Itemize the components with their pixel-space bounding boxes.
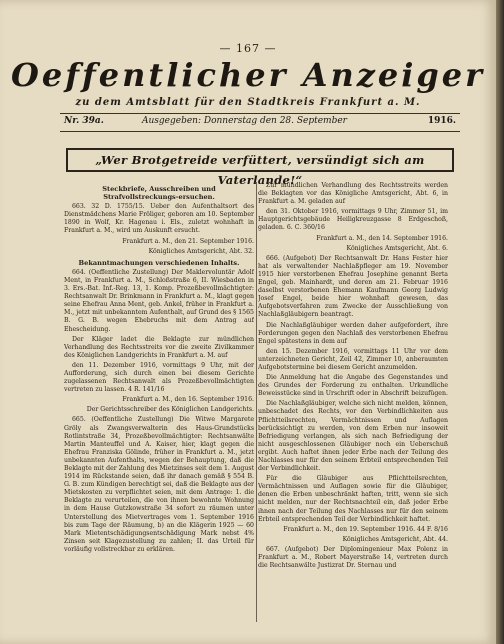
- issue-date: Ausgegeben: Donnerstag den 28. September: [142, 116, 347, 126]
- notice-paragraph: 665. (Oeffentliche Zustellung) Die Witwe Margarete Gröly als Zwangsverwalterin des Haus-Grundstücks Rotlintstraße 34, Prozeßbevollmächtigter: Rechtsanwälte Martin Manteuffel und A. Kaiser, hier, klagt gegen die Ehefrau Franziska Gölinde, früher in Frankfurt a. M., jetzt unbekannten Aufenthalts, wegen der Behauptung, daß die Beklagte mit der Zahlung des Mietzinses seit dem 1. August 1914 im Rückstande seien, daß ihr danach gemäß § 554 B. G. B. zum Kündigen berechtigt sei, daß die Beklagte aus der Mietskosten zu verpflichtet seien, mit dem Antrage: 1. die Beklagte zu verurteilen, die von ihnen bewohnte Wohnung in dem Hause Gutzkowstraße 34 sofort zu räumen unter Unterstellung des Mietvertrages vom 1. September 1916 bis zum Tage der Räumung, b) an die Klägerin 1925 — 60 Mark Mietentschädigungsentschädigung Mark nebst 4% Zinsen seit Klagezustellung zu zahlen; II. das Urteil für vorläufig vollstreckbar zu erklären.: [64, 416, 254, 553]
- notice-paragraph: Der Kläger ladet die Beklagte zur mündlichen Verhandlung des Rechtsstreits vor die zweite Zivilkammer des Königlichen Landgerichts in Frankfurt a. M. auf: [64, 335, 254, 359]
- slogan-banner: „Wer Brotgetreide verfüttert, versündigt sich am Vaterlande!“: [66, 148, 454, 172]
- issue-year: 1916.: [427, 116, 456, 126]
- top-rule: [60, 113, 460, 114]
- notice-paragraph: 666. (Aufgebot) Der Rechtsanwalt Dr. Hans Fester hier hat als verwaltender Nachlaßpfleger am 19. November 1915 hier verstorbenen Ehefrau Josephine genannt Berta Engel, geb. Mainhardt, und deren am 21. Februar 1916 daselbst verstorbenen Ehemann Kaufmann Georg Ludwig Josef Engel, beide hier wohnhaft gewesen, das Aufgebotsverfahren zum Zwecke der Ausschließung von Nachlaßgläubigern beantragt.: [258, 254, 448, 319]
- notice-paragraph: 664. (Oeffentliche Zustellung) Der Maklervoluntär Adolf Ment, in Frankfurt a. M., Schloßstraße 6, II. Wiesbaden in 3. Ers.-Bat. Inf.-Reg. 13, 1. Komp. Prozeßbevollmächtigter: Rechtsanwalt Dr. Brinkmann in Frankfurt a. M., klagt gegen seine Ehefrau Anna Ment, geb. Ankel, früher in Frankfurt a. M., jetzt mit unbekanntem Aufenthalt, auf Grund des § 1565 B. G. B. wegen Ehebruchs mit dem Antrag auf Ehescheidung.: [64, 268, 254, 333]
- notice-paragraph: Die Nachlaßgläubiger werden daher aufgefordert, ihre Forderungen gegen den Nachlaß des verstorbenen Ehefrau Engel spätestens in dem auf: [258, 321, 448, 345]
- signature-line: Königliches Amtsgericht, Abt. 32.: [148, 247, 254, 255]
- signature-line: Frankfurt a. M., den 21. September 1916.: [122, 237, 254, 245]
- right-column: [258, 182, 448, 632]
- notice-paragraph: den 15. Dezember 1916, vormittags 11 Uhr vor dem unterzeichneten Gericht, Zeil 42, Zimmer 10, anberaumten Aufgebotstermine bei diesem Gericht anzumelden.: [258, 347, 448, 371]
- masthead-subtitle: zu dem Amtsblatt für den Stadtkreis Frankfurt a. M.: [75, 97, 421, 108]
- page-number: — 167 —: [219, 42, 277, 55]
- section-heading: Bekanntmachungen verschiedenen Inhalts.: [78, 258, 240, 267]
- column-divider: [256, 182, 257, 622]
- issue-number: Nr. 39a.: [64, 116, 104, 126]
- notice-paragraph: den 31. Oktober 1916, vormittags 9 Uhr, Zimmer 51, im Hauptgerichtsgebäude Heiligkreuzgasse 8 Erdgeschoß, geladen. 6. C. 360/16: [258, 208, 448, 232]
- section-heading: Steckbriefe, Ausschreiben und Strafvollstreckungs-ersuchen.: [102, 185, 216, 202]
- signature-line: Königliches Amtsgericht, Abt. 6.: [346, 244, 448, 252]
- masthead-title: Oeffentlicher Anzeiger: [11, 56, 485, 94]
- signature-line: Frankfurt a. M., den 14. September 1916.: [316, 234, 448, 242]
- issue-row: [64, 116, 456, 130]
- signature-line: Frankfurt a. M., den 16. September 1916.: [122, 396, 254, 404]
- notice-paragraph: den 11. Dezember 1916, vormittags 9 Uhr, mit der Aufforderung, sich durch einen bei diesem Gerichte zugelassenen Rechtsanwalt als Prozeßbevollmächtigten vertreten zu lassen. 4 R. 141/16: [64, 361, 254, 394]
- signature-line: Frankfurt a. M., den 19. September 1916. 44 F. 8/16: [283, 525, 448, 533]
- signature-line: Königliches Amtsgericht, Abt. 44.: [342, 535, 448, 543]
- notice-paragraph: 667. (Aufgebot) Der Diplomingenieur Max Polenz in Frankfurt a. M., Robert Mayerstraße 14, vertreten durch die Rechtsanwälte Justizrat Dr. Sternau und: [258, 545, 448, 570]
- left-column: [64, 182, 254, 632]
- notice-paragraph: Für die Gläubiger aus Pflichtteilsrechten, Vermächtnissen und Auflagen sowie für die Gläubiger, denen die Erben unbeschränkt haften, tritt, wenn sie sich nicht melden, nur der Rechtsnachteil ein, daß jeder Erbe ihnen nach der Teilung des Nachlasses nur für den seinem Erbteil entsprechenden Teil der Verbindlichkeit haftet.: [258, 475, 448, 523]
- bottom-rule: [60, 131, 460, 132]
- notice-paragraph: Die Nachlaßgläubiger, welche sich nicht melden, können, unbeschadet des Rechts, vor den Verbindlichkeiten aus Pflichtteilsrechten, Vermächtnissen und Auflagen berücksichtigt zu werden, von dem Erben nur insoweit Befriedigung verlangen, als sich nach Befriedigung der nicht ausgeschlossenen Gläubiger noch ein Ueberschuß ergibt. Auch haftet ihnen jeder Erbe nach der Teilung des Nachlasses nur für den seinem Erbteil entsprechenden Teil der Verbindlichkeit.: [258, 400, 448, 473]
- notice-paragraph: Zur mündlichen Verhandlung des Rechtsstreits werden die Beklagten vor das Königliche Amtsgericht, Abt. 6, in Frankfurt a. M. geladen auf: [258, 182, 448, 206]
- page-edge: [496, 0, 504, 644]
- notice-paragraph: 663. 32 D. 1755/15. Ueber den Aufenthaltsort des Dienstmädchens Marie Fröliger, geboren am 10. September 1890 in Wolf, Kr. Hagenau i. Els., zuletzt wohnhaft in Frankfurt a. M., wird um Auskunft ersucht.: [64, 203, 254, 235]
- notice-paragraph: Die Anmeldung hat die Angabe des Gegenstandes und des Grundes der Forderung zu enthalten. Urkundliche Beweisstücke sind in Urschrift oder in Abschrift beizufügen.: [258, 374, 448, 398]
- signature-line: Der Gerichtsschreiber des Königlichen Landgerichts.: [86, 406, 254, 414]
